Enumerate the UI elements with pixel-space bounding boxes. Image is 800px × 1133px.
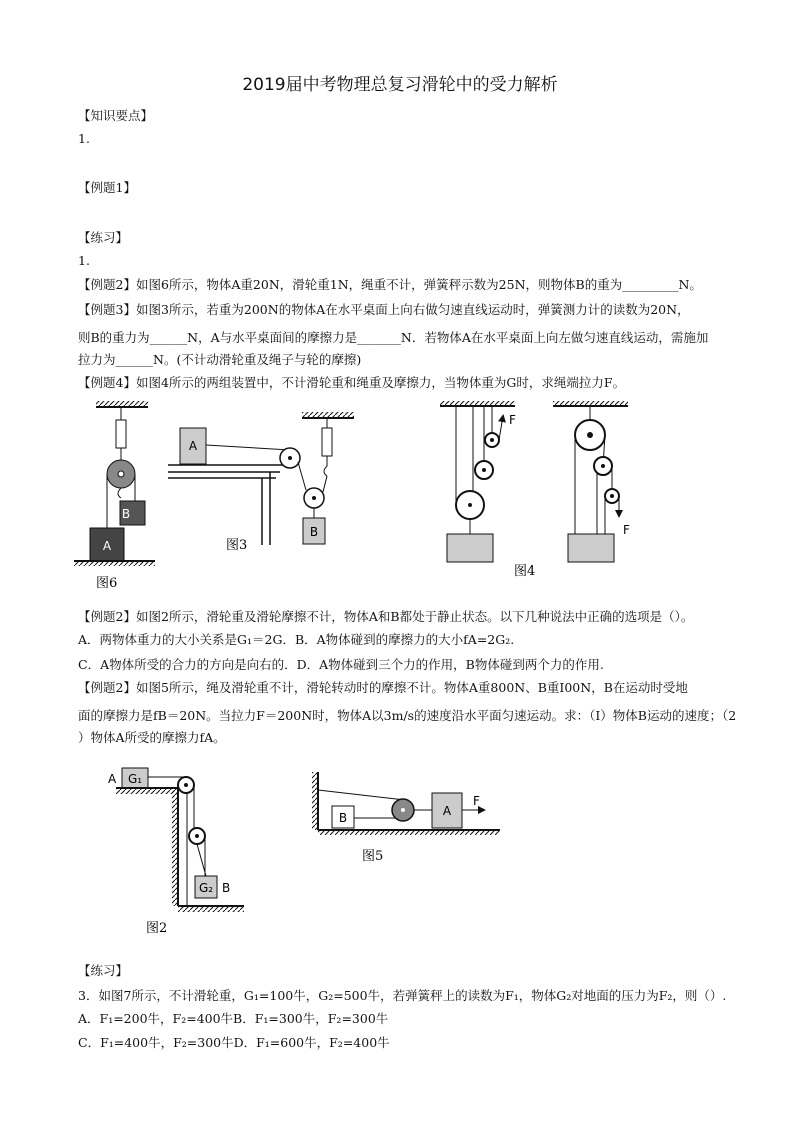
question-practice3-line3: C．F₁=400牛，F₂=300牛D．F₁=600牛，F₂=400牛 (78, 1035, 390, 1050)
question-example2b-line3: C．A物体所受的合力的方向是向右的．D．A物体碰到三个力的作用，B物体碰到两个力的作用. (78, 657, 604, 672)
fig2-caption: 图2 (146, 921, 168, 936)
section-practice2: 【练习】 (78, 963, 129, 978)
figure-5 (312, 772, 500, 835)
figure-4-left (440, 401, 515, 562)
question-practice3-line2: A．F₁=200牛，F₂=400牛B．F₁=300牛，F₂=300牛 (78, 1011, 389, 1026)
question-example4: 【例题4】如图4所示的两组装置中，不计滑轮重和绳重及摩擦力，当物体重为G时，求绳端拉力F。 (78, 375, 626, 390)
fig2-block-g2: G₂ (198, 881, 214, 895)
figure-6 (74, 401, 155, 566)
fig3-block-a: A (188, 439, 198, 453)
section-practice1: 【练习】 (78, 230, 129, 245)
question-example3-line1: 【例题3】如图3所示，若重为200N的物体A在水平桌面上向右做匀速直线运动时，弹簧测力计的读数为20N， (78, 302, 690, 317)
fig5-block-b: B (338, 811, 348, 825)
question-example2b-line2: A．两物体重力的大小关系是G₁＝2G．B．A物体碰到的摩擦力的大小fA=2G₂. (78, 632, 515, 647)
fig4-caption: 图4 (514, 564, 536, 579)
section-knowledge: 【知识要点】 (78, 108, 154, 123)
question-example2b-line1: 【例题2】如图2所示，滑轮重及滑轮摩擦不计，物体A和B都处于静止状态。以下几种说法中正确的选项是（）。 (78, 609, 694, 624)
fig3-block-b: B (309, 525, 319, 539)
question-example3-line2: 则B的重力为______N，A与水平桌面间的摩擦力是_______N．若物体A在水平桌面上向左做匀速直线运动，需施加 (78, 330, 709, 345)
fig3-caption: 图3 (226, 538, 248, 553)
fig2-label-a: A (108, 772, 117, 786)
fig5-force: F (473, 794, 480, 808)
knowledge-item: 1. (78, 131, 90, 146)
figure-3 (168, 412, 354, 545)
fig5-block-a: A (442, 804, 452, 818)
question-example2a: 【例题2】如图6所示，物体A重20N，滑轮重1N，绳重不计，弹簧秤示数为25N，则物体B的重为_________N。 (78, 277, 702, 292)
question-example3-line3: 拉力为______N。(不计动滑轮重及绳子与轮的摩擦) (78, 352, 362, 367)
question-example2c-line2: 面的摩擦力是fB＝20N。当拉力F＝200N时，物体A以3m/s的速度沿水平面匀速运动。求：（I）物体B运动的速度；（2 (78, 708, 737, 723)
fig6-block-a: A (102, 539, 112, 553)
fig2-label-b: B (222, 881, 231, 895)
fig6-block-b: B (121, 507, 131, 521)
fig6-caption: 图6 (96, 576, 118, 591)
fig4-force-right: F (623, 523, 630, 537)
question-practice3-line1: 3．如图7所示，不计滑轮重，G₁=100牛，G₂=500牛，若弹簧秤上的读数为F₁，物体G₂对地面的压力为F₂，则（）. (78, 988, 727, 1003)
fig5-caption: 图5 (362, 849, 384, 864)
section-example1: 【例题1】 (78, 180, 136, 195)
question-example2c-line3: ）物体A所受的摩擦力fA。 (78, 730, 226, 745)
fig2-block-g1: G₁ (127, 772, 143, 786)
page-title: 2019届中考物理总复习滑轮中的受力解析 (242, 75, 558, 95)
fig4-force-left: F (509, 413, 516, 427)
question-example2c-line1: 【例题2】如图5所示，绳及滑轮重不计，滑轮转动时的摩擦不计。物体A重800N、B重I00N，B在运动时受地 (78, 680, 688, 695)
figure-4-right (553, 401, 628, 562)
practice1-item: 1. (78, 253, 90, 268)
